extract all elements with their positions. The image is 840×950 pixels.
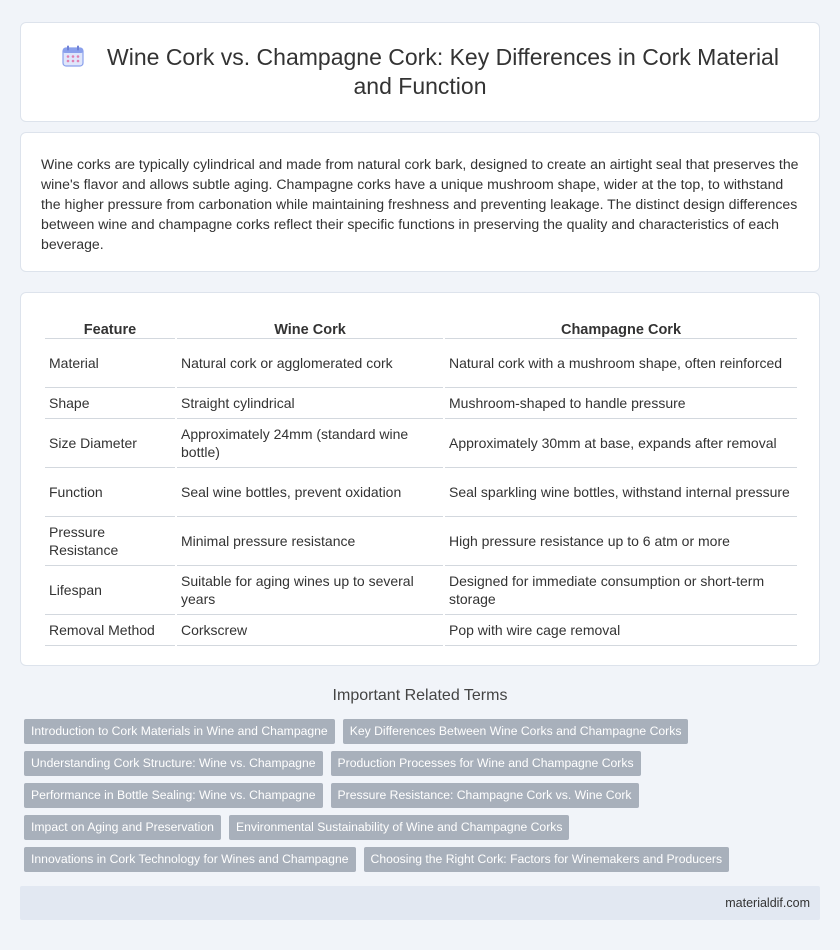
table-cell-champagne-cork: Mushroom-shaped to handle pressure [445,388,797,419]
table-cell-wine-cork: Straight cylindrical [177,388,443,419]
column-header-feature: Feature [45,315,175,339]
comparison-card [20,292,820,666]
table-row [45,615,797,646]
related-term-tag[interactable]: Choosing the Right Cork: Factors for Winemakers and Producers [364,847,730,872]
related-terms-heading: Important Related Terms [332,687,508,704]
table-cell-wine-cork: Corkscrew [177,615,443,646]
intro-card [20,132,820,272]
related-term-tag[interactable]: Introduction to Cork Materials in Wine and Champagne [24,719,335,744]
calendar-icon [61,44,85,68]
title-card [20,22,820,122]
related-terms-list [24,719,824,879]
related-term-tag[interactable]: Understanding Cork Structure: Wine vs. Champagne [24,751,323,776]
related-term-tag[interactable]: Key Differences Between Wine Corks and Champagne Corks [343,719,689,744]
table-row [45,517,797,566]
related-term-tag[interactable]: Production Processes for Wine and Champagne Corks [331,751,641,776]
table-cell-wine-cork: Suitable for aging wines up to several years [177,566,443,615]
page-title: Wine Cork vs. Champagne Cork: Key Differences in Cork Material and Function [107,44,779,99]
tag-row [24,783,824,815]
table-cell-wine-cork: Natural cork or agglomerated cork [177,339,443,388]
table-cell-wine-cork: Seal wine bottles, prevent oxidation [177,468,443,517]
table-cell-feature: Pressure Resistance [45,517,175,566]
table-cell-feature: Size Diameter [45,419,175,468]
footer-site-link[interactable]: materialdif.com [725,896,810,910]
table-row [45,388,797,419]
table-row [45,339,797,388]
table-header-row [45,315,797,339]
table-cell-champagne-cork: Pop with wire cage removal [445,615,797,646]
footer [20,886,820,920]
page-title-wrap [21,43,819,101]
related-term-tag[interactable]: Innovations in Cork Technology for Wines and Champagne [24,847,356,872]
table-cell-feature: Shape [45,388,175,419]
table-row [45,468,797,517]
table-cell-feature: Removal Method [45,615,175,646]
related-term-tag[interactable]: Impact on Aging and Preservation [24,815,221,840]
intro-paragraph: Wine corks are typically cylindrical and made from natural cork bark, designed to create an airtight seal that preserves the wine's flavor and allows subtle aging. Champagne corks have a unique mushroom shape, wider at the top, to withstand the higher pressure from carbonation while maintaining freshness and preventing leakage. The distinct design differences between wine and champagne corks reflect their specific functions in preserving the quality and characteristics of each beverage. [41,156,799,252]
table-cell-champagne-cork: Approximately 30mm at base, expands after removal [445,419,797,468]
column-header-champagne-cork: Champagne Cork [445,315,797,339]
related-term-tag[interactable]: Pressure Resistance: Champagne Cork vs. Wine Cork [331,783,639,808]
tag-row [24,719,824,751]
table-row [45,566,797,615]
table-cell-champagne-cork: High pressure resistance up to 6 atm or more [445,517,797,566]
table-cell-feature: Function [45,468,175,517]
table-cell-wine-cork: Minimal pressure resistance [177,517,443,566]
comparison-table [43,315,799,646]
table-cell-feature: Lifespan [45,566,175,615]
table-cell-feature: Material [45,339,175,388]
tag-row [24,847,824,879]
related-term-tag[interactable]: Performance in Bottle Sealing: Wine vs. Champagne [24,783,323,808]
table-cell-champagne-cork: Seal sparkling wine bottles, withstand internal pressure [445,468,797,517]
tag-row [24,815,824,847]
column-header-wine-cork: Wine Cork [177,315,443,339]
table-cell-wine-cork: Approximately 24mm (standard wine bottle) [177,419,443,468]
tag-row [24,751,824,783]
table-cell-champagne-cork: Natural cork with a mushroom shape, often reinforced [445,339,797,388]
table-cell-champagne-cork: Designed for immediate consumption or short-term storage [445,566,797,615]
related-term-tag[interactable]: Environmental Sustainability of Wine and Champagne Corks [229,815,570,840]
table-row [45,419,797,468]
